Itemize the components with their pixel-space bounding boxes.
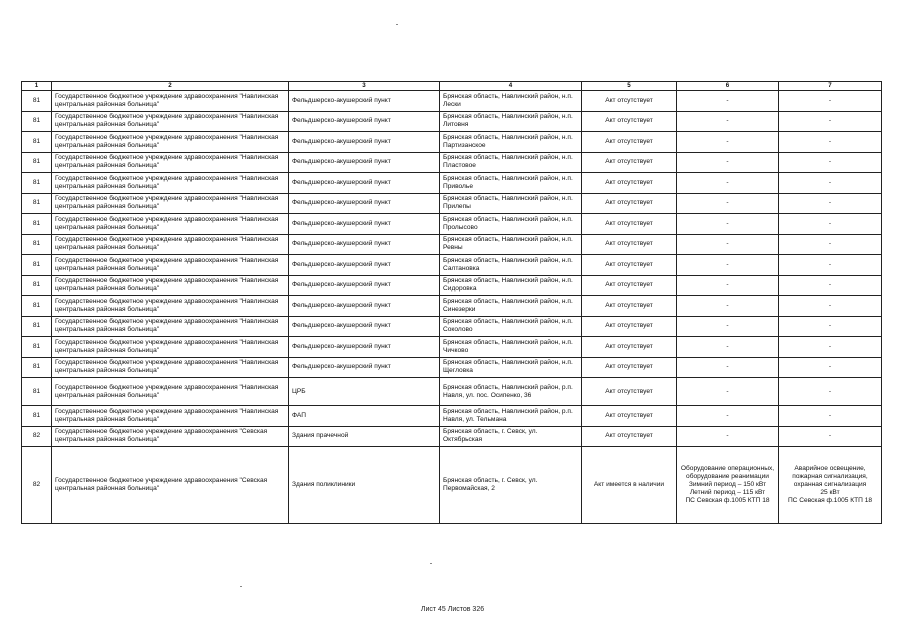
address-cell: Брянская область, Навлинский район, н.п. Салтановка [440, 255, 582, 276]
row-number: 82 [22, 426, 52, 447]
address-cell: Брянская область, Навлинский район, н.п. Прилепы [440, 193, 582, 214]
table-row [22, 316, 882, 337]
equipment-load-cell: - [677, 406, 779, 427]
supply-cell: - [779, 378, 882, 406]
facility-type-cell: Фельдшерско-акушерский пункт [289, 316, 440, 337]
equipment-load-cell: - [677, 214, 779, 235]
row-number: 81 [22, 234, 52, 255]
column-header: 2 [52, 82, 289, 91]
supply-cell: - [779, 316, 882, 337]
organization-cell: Государственное бюджетное учреждение здравоохранения "Севская центральная районная больница" [52, 447, 289, 524]
facility-type-cell: Фельдшерско-акушерский пункт [289, 255, 440, 276]
table-row [22, 214, 882, 235]
supply-cell: Аварийное освещение, пожарная сигнализация, охранная сигнализация 25 кВт ПС Севская ф.1005 КТП 18 [779, 447, 882, 524]
address-cell: Брянская область, Навлинский район, н.п. Пролысово [440, 214, 582, 235]
organization-cell: Государственное бюджетное учреждение здравоохранения "Навлинская центральная районная больница" [52, 255, 289, 276]
organization-cell: Государственное бюджетное учреждение здравоохранения "Навлинская центральная районная больница" [52, 111, 289, 132]
address-cell: Брянская область, Навлинский район, н.п. Соколово [440, 316, 582, 337]
table-row [22, 337, 882, 358]
act-status-cell: Акт отсутствует [582, 152, 677, 173]
equipment-load-cell: - [677, 296, 779, 317]
address-cell: Брянская область, Навлинский район, н.п. Сидоровка [440, 275, 582, 296]
supply-cell: - [779, 357, 882, 378]
table-row [22, 275, 882, 296]
act-status-cell: Акт отсутствует [582, 214, 677, 235]
supply-cell: - [779, 234, 882, 255]
row-number: 81 [22, 255, 52, 276]
organization-cell: Государственное бюджетное учреждение здравоохранения "Севская центральная районная больница" [52, 426, 289, 447]
organization-cell: Государственное бюджетное учреждение здравоохранения "Навлинская центральная районная больница" [52, 173, 289, 194]
act-status-cell: Акт имеется в наличии [582, 447, 677, 524]
column-header: 4 [440, 82, 582, 91]
facility-type-cell: Здания прачечной [289, 426, 440, 447]
table-row [22, 406, 882, 427]
row-number: 81 [22, 378, 52, 406]
supply-cell: - [779, 275, 882, 296]
supply-cell: - [779, 193, 882, 214]
organization-cell: Государственное бюджетное учреждение здравоохранения "Навлинская центральная районная больница" [52, 357, 289, 378]
act-status-cell: Акт отсутствует [582, 111, 677, 132]
column-header: 6 [677, 82, 779, 91]
equipment-load-cell: Оборудование операционных, оборудование реанимации Зимний период – 150 кВт Летний период – 115 кВт ПС Севская ф.1005 КТП 18 [677, 447, 779, 524]
table-row [22, 378, 882, 406]
column-header: 1 [22, 82, 52, 91]
equipment-load-cell: - [677, 152, 779, 173]
organization-cell: Государственное бюджетное учреждение здравоохранения "Навлинская центральная районная больница" [52, 378, 289, 406]
table-row [22, 426, 882, 447]
facility-type-cell: Здания поликлиники [289, 447, 440, 524]
act-status-cell: Акт отсутствует [582, 255, 677, 276]
table-row [22, 152, 882, 173]
organization-cell: Государственное бюджетное учреждение здравоохранения "Навлинская центральная районная больница" [52, 316, 289, 337]
row-number: 81 [22, 173, 52, 194]
column-header: 5 [582, 82, 677, 91]
equipment-load-cell: - [677, 111, 779, 132]
equipment-load-cell: - [677, 173, 779, 194]
organization-cell: Государственное бюджетное учреждение здравоохранения "Навлинская центральная районная больница" [52, 152, 289, 173]
act-status-cell: Акт отсутствует [582, 173, 677, 194]
address-cell: Брянская область, г. Севск, ул. Первомайская, 2 [440, 447, 582, 524]
supply-cell: - [779, 152, 882, 173]
supply-cell: - [779, 173, 882, 194]
equipment-load-cell: - [677, 91, 779, 112]
act-status-cell: Акт отсутствует [582, 275, 677, 296]
act-status-cell: Акт отсутствует [582, 378, 677, 406]
address-cell: Брянская область, Навлинский район, н.п. Приволье [440, 173, 582, 194]
address-cell: Брянская область, Навлинский район, н.п. Пластовое [440, 152, 582, 173]
table-row [22, 132, 882, 153]
supply-cell: - [779, 426, 882, 447]
address-cell: Брянская область, Навлинский район, н.п. Щегловка [440, 357, 582, 378]
facility-type-cell: Фельдшерско-акушерский пункт [289, 152, 440, 173]
row-number: 81 [22, 193, 52, 214]
facility-type-cell: Фельдшерско-акушерский пункт [289, 275, 440, 296]
facility-type-cell: Фельдшерско-акушерский пункт [289, 357, 440, 378]
address-cell: Брянская область, Навлинский район, н.п. Литовня [440, 111, 582, 132]
row-number: 81 [22, 132, 52, 153]
equipment-load-cell: - [677, 316, 779, 337]
table-row [22, 173, 882, 194]
act-status-cell: Акт отсутствует [582, 316, 677, 337]
scan-speck [396, 24, 398, 25]
row-number: 81 [22, 406, 52, 427]
supply-cell: - [779, 111, 882, 132]
act-status-cell: Акт отсутствует [582, 91, 677, 112]
table-body [22, 82, 882, 524]
act-status-cell: Акт отсутствует [582, 296, 677, 317]
equipment-load-cell: - [677, 193, 779, 214]
row-number: 81 [22, 275, 52, 296]
act-status-cell: Акт отсутствует [582, 357, 677, 378]
table-row [22, 447, 882, 524]
organization-cell: Государственное бюджетное учреждение здравоохранения "Навлинская центральная районная больница" [52, 406, 289, 427]
organization-cell: Государственное бюджетное учреждение здравоохранения "Навлинская центральная районная больница" [52, 275, 289, 296]
address-cell: Брянская область, г. Севск, ул. Октябрьская [440, 426, 582, 447]
equipment-load-cell: - [677, 275, 779, 296]
address-cell: Брянская область, Навлинский район, н.п. Синезерки [440, 296, 582, 317]
act-status-cell: Акт отсутствует [582, 193, 677, 214]
row-number: 81 [22, 152, 52, 173]
organization-cell: Государственное бюджетное учреждение здравоохранения "Навлинская центральная районная больница" [52, 214, 289, 235]
supply-cell: - [779, 406, 882, 427]
facility-type-cell: Фельдшерско-акушерский пункт [289, 296, 440, 317]
organization-cell: Государственное бюджетное учреждение здравоохранения "Навлинская центральная районная больница" [52, 337, 289, 358]
organization-cell: Государственное бюджетное учреждение здравоохранения "Навлинская центральная районная больница" [52, 91, 289, 112]
row-number: 81 [22, 357, 52, 378]
organization-cell: Государственное бюджетное учреждение здравоохранения "Навлинская центральная районная больница" [52, 234, 289, 255]
table-row [22, 296, 882, 317]
equipment-load-cell: - [677, 255, 779, 276]
data-table [21, 81, 882, 524]
table-row [22, 91, 882, 112]
column-header: 7 [779, 82, 882, 91]
row-number: 81 [22, 91, 52, 112]
facility-type-cell: Фельдшерско-акушерский пункт [289, 111, 440, 132]
equipment-load-cell: - [677, 337, 779, 358]
supply-cell: - [779, 132, 882, 153]
equipment-load-cell: - [677, 132, 779, 153]
table-row [22, 111, 882, 132]
equipment-load-cell: - [677, 378, 779, 406]
table-row [22, 357, 882, 378]
facility-type-cell: ФАП [289, 406, 440, 427]
supply-cell: - [779, 296, 882, 317]
header-row [22, 82, 882, 91]
facility-type-cell: Фельдшерско-акушерский пункт [289, 193, 440, 214]
supply-cell: - [779, 214, 882, 235]
act-status-cell: Акт отсутствует [582, 337, 677, 358]
act-status-cell: Акт отсутствует [582, 426, 677, 447]
supply-cell: - [779, 337, 882, 358]
address-cell: Брянская область, Навлинский район, н.п. Партизанское [440, 132, 582, 153]
table-row [22, 193, 882, 214]
equipment-load-cell: - [677, 426, 779, 447]
row-number: 81 [22, 296, 52, 317]
supply-cell: - [779, 255, 882, 276]
facility-type-cell: Фельдшерско-акушерский пункт [289, 173, 440, 194]
column-header: 3 [289, 82, 440, 91]
row-number: 81 [22, 111, 52, 132]
facility-type-cell: Фельдшерско-акушерский пункт [289, 91, 440, 112]
act-status-cell: Акт отсутствует [582, 406, 677, 427]
facility-type-cell: Фельдшерско-акушерский пункт [289, 132, 440, 153]
row-number: 81 [22, 337, 52, 358]
row-number: 82 [22, 447, 52, 524]
row-number: 81 [22, 316, 52, 337]
facility-type-cell: ЦРБ [289, 378, 440, 406]
address-cell: Брянская область, Навлинский район, р.п. Навля, ул. Тельмана [440, 406, 582, 427]
organization-cell: Государственное бюджетное учреждение здравоохранения "Навлинская центральная районная больница" [52, 193, 289, 214]
facility-type-cell: Фельдшерско-акушерский пункт [289, 337, 440, 358]
equipment-load-cell: - [677, 234, 779, 255]
address-cell: Брянская область, Навлинский район, н.п. Ревны [440, 234, 582, 255]
address-cell: Брянская область, Навлинский район, р.п. Навля, ул. пос. Осипенко, 36 [440, 378, 582, 406]
table-row [22, 234, 882, 255]
facility-type-cell: Фельдшерско-акушерский пункт [289, 234, 440, 255]
organization-cell: Государственное бюджетное учреждение здравоохранения "Навлинская центральная районная больница" [52, 132, 289, 153]
table-row [22, 255, 882, 276]
equipment-load-cell: - [677, 357, 779, 378]
organization-cell: Государственное бюджетное учреждение здравоохранения "Навлинская центральная районная больница" [52, 296, 289, 317]
page-footer: Лист 45 Листов 326 [420, 606, 485, 613]
act-status-cell: Акт отсутствует [582, 234, 677, 255]
scan-speck [240, 586, 242, 587]
row-number: 81 [22, 214, 52, 235]
act-status-cell: Акт отсутствует [582, 132, 677, 153]
address-cell: Брянская область, Навлинский район, н.п. Лески [440, 91, 582, 112]
scan-speck [430, 563, 432, 564]
facility-type-cell: Фельдшерско-акушерский пункт [289, 214, 440, 235]
supply-cell: - [779, 91, 882, 112]
address-cell: Брянская область, Навлинский район, н.п. Чичково [440, 337, 582, 358]
